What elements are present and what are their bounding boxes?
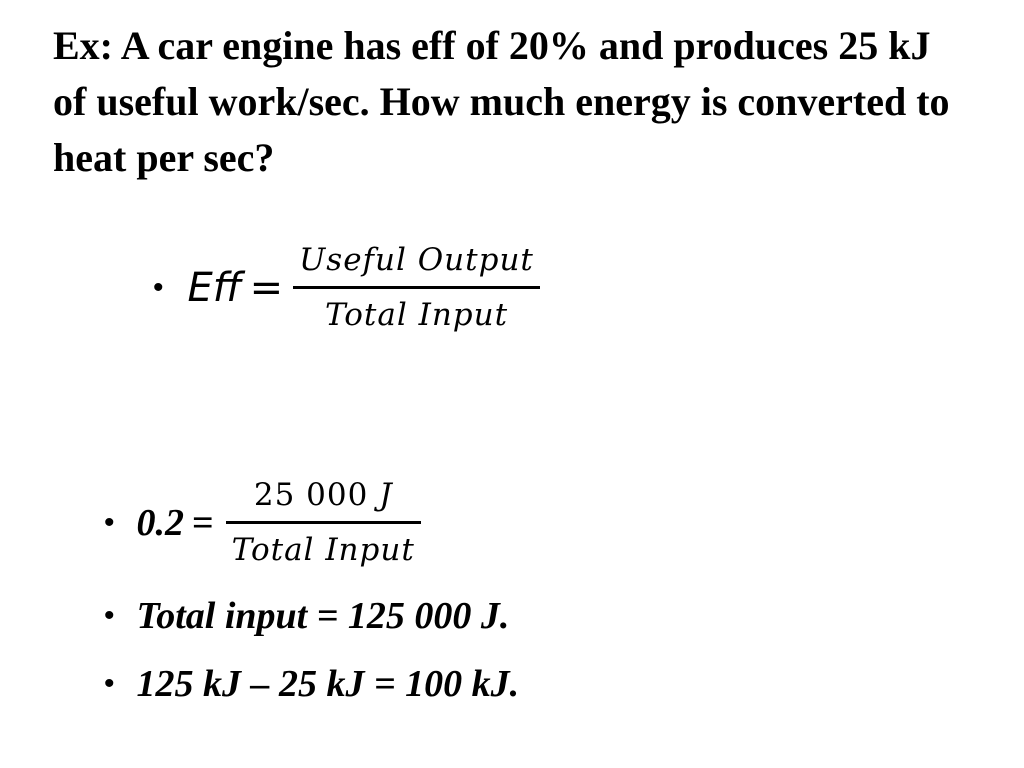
bullet-marker: • xyxy=(104,667,115,700)
formula-lhs: Eff xyxy=(187,264,242,311)
formula-numerator: Useful Output xyxy=(299,242,534,278)
formula-fraction xyxy=(293,240,540,335)
eq1-numerator-unit: J xyxy=(379,477,393,513)
eq1-lhs: 0.2 xyxy=(136,501,185,544)
solution-bullet-row-2 xyxy=(104,594,509,638)
eq1-numerator xyxy=(248,475,399,521)
eq1-denominator: Total Input xyxy=(231,532,415,568)
eq1-fraction xyxy=(226,475,421,570)
bullet-marker: • xyxy=(104,505,115,539)
eq1-numerator-value: 25 000 xyxy=(253,477,369,513)
bullet-marker: • xyxy=(104,599,115,632)
eq3-text: 125 kJ – 25 kJ = 100 kJ. xyxy=(136,663,520,705)
solution-bullet-row-3 xyxy=(104,662,519,706)
formula-denominator: Total Input xyxy=(324,297,509,333)
question-text: Ex: A car engine has eff of 20% and produces 25 kJ of useful work/sec. How much energy is converted to heat per sec? xyxy=(53,23,950,180)
solution-bullet-row-1 xyxy=(104,475,421,570)
bullet-marker: • xyxy=(153,270,164,304)
eq2-text: Total input = 125 000 J. xyxy=(136,595,510,637)
formula-equals: = xyxy=(249,264,284,311)
formula-bullet-row xyxy=(153,240,540,335)
eq1-equals: = xyxy=(192,501,214,544)
